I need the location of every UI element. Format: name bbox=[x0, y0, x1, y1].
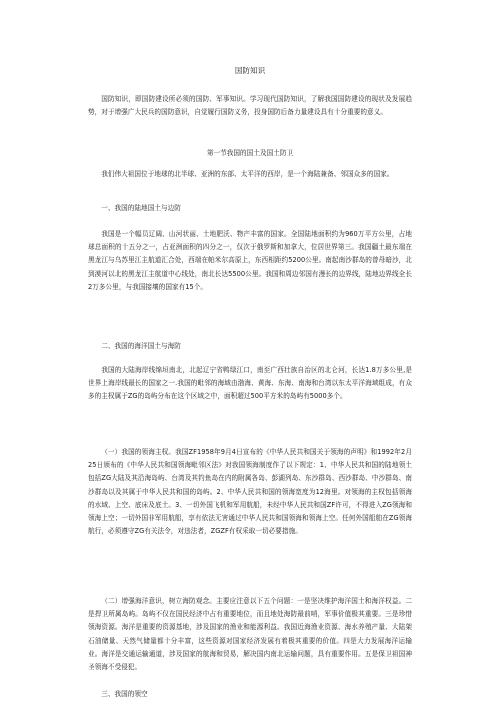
subsection-2-paragraph: 我国的大陆海岸线绵垣南北，北起辽宁省鸭绿江口，南至广西壮族自治区的北仑河，长达1.8万多公里,是世界上海岸线最长的国家之一.我国的毗邻的海域由渤海、黄海、东海、南海和台湾以东太平洋海域组成，有众多的主权属于ZG的岛屿分布在这个区域之中，面积超过500平方米的岛屿有5000多个。 bbox=[88, 366, 412, 401]
subsection-1-paragraph: 我国是一个幅员辽阔、山河状丽、土地肥沃、物产丰富的国家。全国陆地面积约为960万平方公里，占地球总面积的十五分之一，占亚洲面积的四分之一，仅次于俄罗斯和加拿大，位居世界第三。我国疆土最东端在黑龙江与乌苏里江主航道汇合处，西端在帕米尔高原上，东西相距约5200公里。南起南沙群岛的曾母暗沙，北到漠河以北的黑龙江主航道中心线处，南北长达5500公里。我国和周边邻国有漫长的边界线，陆地边界线全长2万多公里，与我国接壤的国家有15个。 bbox=[88, 230, 412, 291]
subsection-2-title: 二、我国的海洋国土与海防 bbox=[101, 342, 181, 350]
territorial-sea-paragraph: （一）我国的领海主权。我国ZF1958年9月4日宣布的《中华人民共和国关于领海的声明》和1992年2月25日颁布的《中华人民共和国领海毗邻区法》对我国领海制度作了以下规定：1、中华人民共和国的陆地领土包括ZG大陆及其沿海岛屿、台湾及其钓鱼岛在内的附属各岛、彭湖列岛、东沙群岛、西沙群岛、中沙群岛、南沙群岛以及其属于中华人民共和国的岛屿。2、中华人民共和国的领海宽度为12海里。对领海的主权包括领海的水域、上空、底床及底土。3、一切外国飞机和军用航船，未经中华人民共和国ZF许可，不得进入ZG领海和领海上空；一切外国非军用航船，享有依法无害通过中华人民共和国领海和领海上空。任何外国船舶在ZG领海航行，必须遵守ZG有关法令，对违法者，ZGZF有权采取一切必要措施。 bbox=[88, 448, 412, 536]
intro-paragraph: 国防知识，即国防建设所必须的国防、军事知识。学习现代国防知识，了解我国国防建设的现状及发展趋势，对于增强广大民兵的国防意识，自觉履行国防义务，投身国防后备力量建设具有十分重要的意义。 bbox=[88, 95, 412, 117]
subsection-3-title: 三、我国的领空 bbox=[101, 690, 148, 698]
section-1-title: 第一节我国的国土及国土防卫 bbox=[206, 149, 294, 157]
maritime-awareness-paragraph: （二）增强海洋意识，树立海防观念。主要应注意以下五个问题：一是坚决维护海洋国土和海洋权益。二是捍卫所属岛屿。岛屿不仅在国民经济中占有重要地位，而且地处海防最前哨，军事价值极其重要。三是珍惜领海资源。海洋是重要的资源基地，涉及国家的渔业和能源利益。我国近海渔业资源、海水养殖产量、大陆架石油储量、天然气储量都十分丰富，这些资源对国家经济发展有着极其重要的价值。四是大力发展海洋运输业。海洋是交通运输通道，涉及国家的航海和贸易，解决国内南北运输问题，具有重要作用。五是保卫祖国神圣领海不受侵犯。 bbox=[88, 597, 412, 672]
subsection-1-title: 一、我国的陆地国土与边防 bbox=[101, 204, 181, 212]
document-title: 国防知识 bbox=[234, 66, 266, 75]
section-1-intro: 我们伟大祖国位于地球的北半球、亚洲的东部、太平洋的西岸，是一个海陆兼备、邻国众多的国家。 bbox=[101, 170, 394, 178]
